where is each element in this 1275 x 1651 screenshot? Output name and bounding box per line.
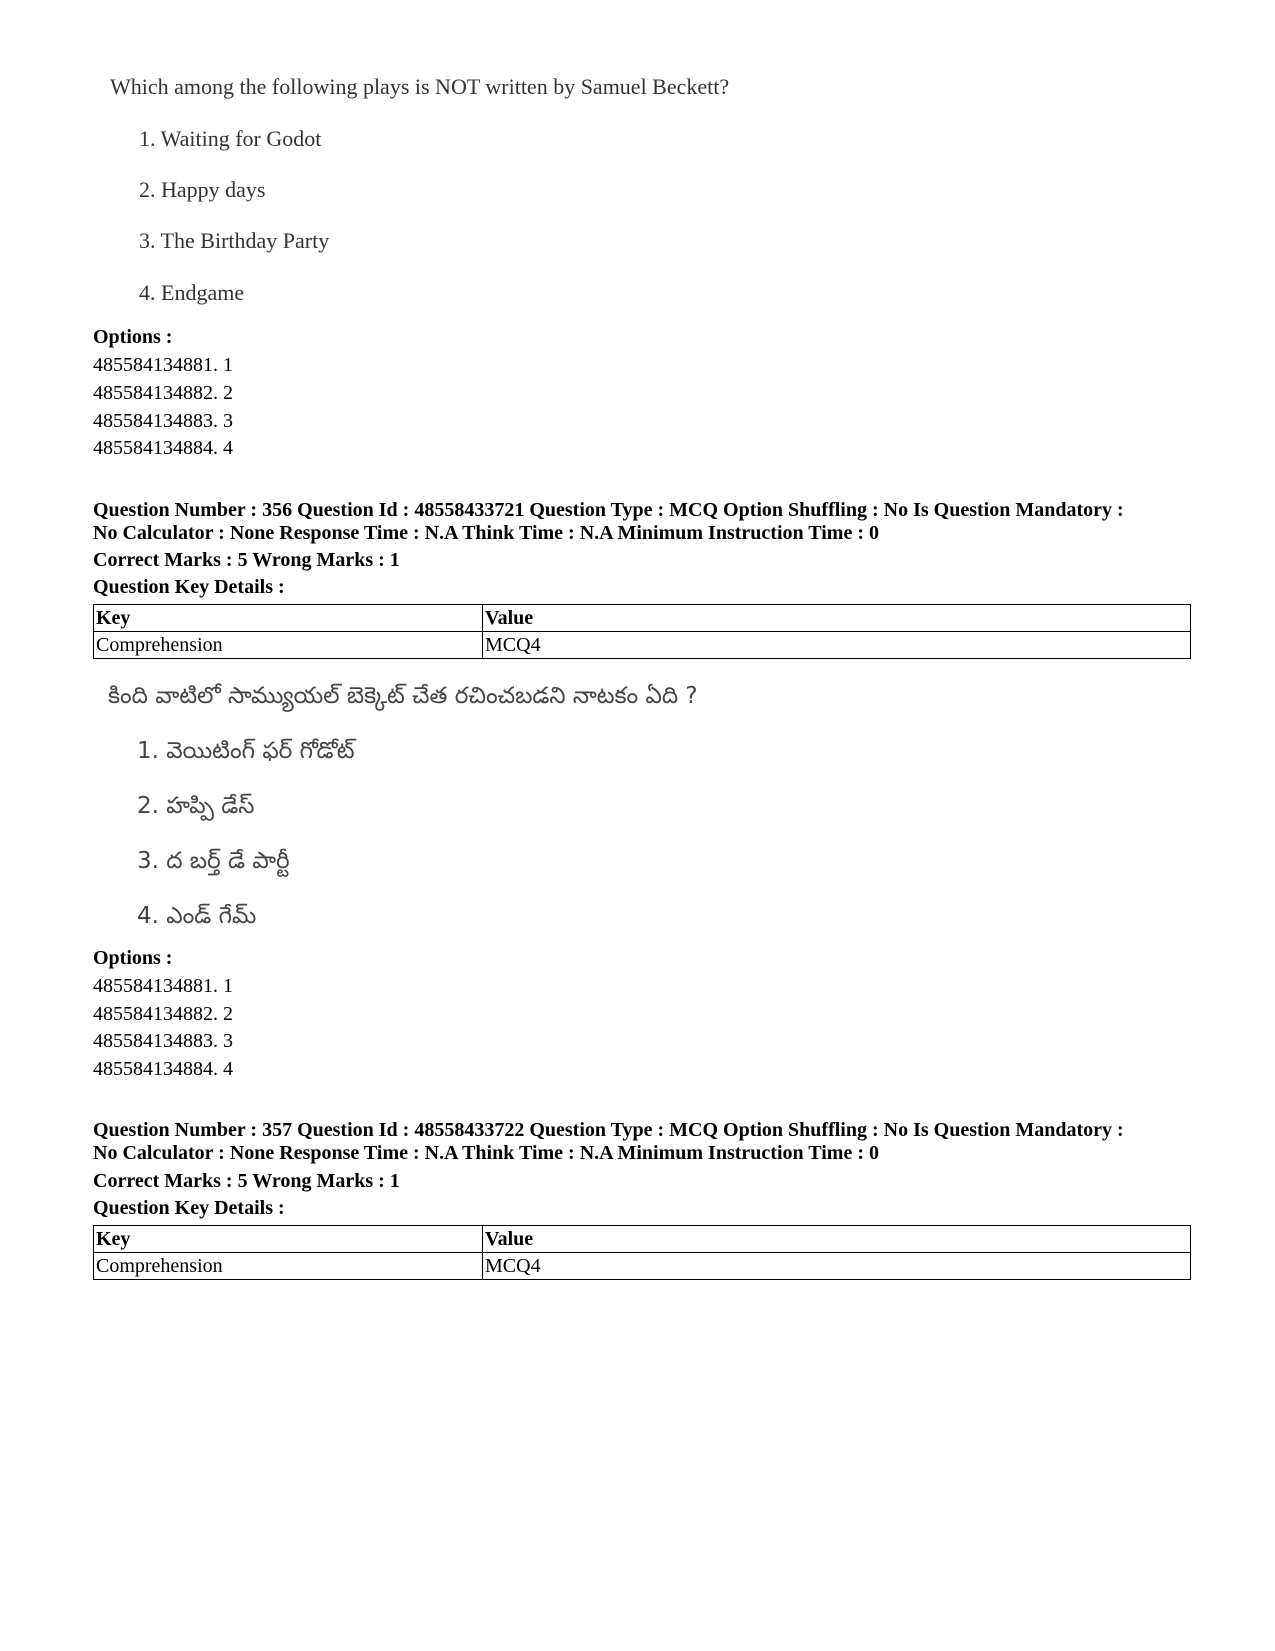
table-cell-value: MCQ4 (483, 1253, 1191, 1280)
key-details-table (93, 604, 1191, 659)
table-row (94, 632, 1191, 659)
table-cell-value: MCQ4 (483, 632, 1191, 659)
question-text-telugu: కింది వాటిలో సామ్యుయల్ బెక్కెట్ చేత రచించబడని నాటకం ఏది ? (108, 683, 698, 709)
question-meta-line: No Calculator : None Response Time : N.A Think Time : N.A Minimum Instruction Time : 0 (93, 1142, 879, 1164)
table-header-value: Value (483, 1226, 1191, 1253)
key-details-table (93, 1225, 1191, 1280)
table-header-value: Value (483, 605, 1191, 632)
option-item: 485584134881. 1 (93, 975, 233, 997)
table-header-key: Key (94, 605, 483, 632)
option-item: 485584134883. 3 (93, 1030, 233, 1052)
marks-line: Correct Marks : 5 Wrong Marks : 1 (93, 1170, 400, 1192)
choice-item: 2. హప్పి డేస్ (137, 793, 255, 819)
question-meta-line: No Calculator : None Response Time : N.A Think Time : N.A Minimum Instruction Time : 0 (93, 522, 879, 544)
table-header-row (94, 1226, 1191, 1253)
choice-item: 3. ద బర్త్ డే పార్టీ (137, 848, 290, 874)
choice-item: 1. Waiting for Godot (139, 126, 322, 151)
question-meta-line: Question Number : 356 Question Id : 48558433721 Question Type : MCQ Option Shuffling : No Is Question Mandatory : (93, 499, 1124, 521)
choice-item: 1. వెయిటింగ్ ఫర్ గోడోట్ (137, 738, 355, 764)
marks-line: Correct Marks : 5 Wrong Marks : 1 (93, 549, 400, 571)
key-details-label: Question Key Details : (93, 1197, 285, 1219)
option-item: 485584134881. 1 (93, 354, 233, 376)
table-cell-key: Comprehension (94, 632, 483, 659)
option-item: 485584134883. 3 (93, 410, 233, 432)
option-item: 485584134882. 2 (93, 382, 233, 404)
options-label: Options : (93, 947, 173, 969)
question-text: Which among the following plays is NOT written by Samuel Beckett? (110, 74, 730, 99)
table-row (94, 1253, 1191, 1280)
options-label: Options : (93, 326, 173, 348)
table-header-key: Key (94, 1226, 483, 1253)
choice-item: 2. Happy days (139, 177, 266, 202)
option-item: 485584134884. 4 (93, 437, 233, 459)
table-header-row (94, 605, 1191, 632)
option-item: 485584134884. 4 (93, 1058, 233, 1080)
option-item: 485584134882. 2 (93, 1003, 233, 1025)
question-meta-line: Question Number : 357 Question Id : 48558433722 Question Type : MCQ Option Shuffling : No Is Question Mandatory : (93, 1119, 1124, 1141)
choice-item: 4. ఎండ్ గేమ్ (137, 903, 257, 929)
table-cell-key: Comprehension (94, 1253, 483, 1280)
choice-item: 4. Endgame (139, 280, 245, 305)
choice-item: 3. The Birthday Party (139, 228, 330, 253)
key-details-label: Question Key Details : (93, 576, 285, 598)
